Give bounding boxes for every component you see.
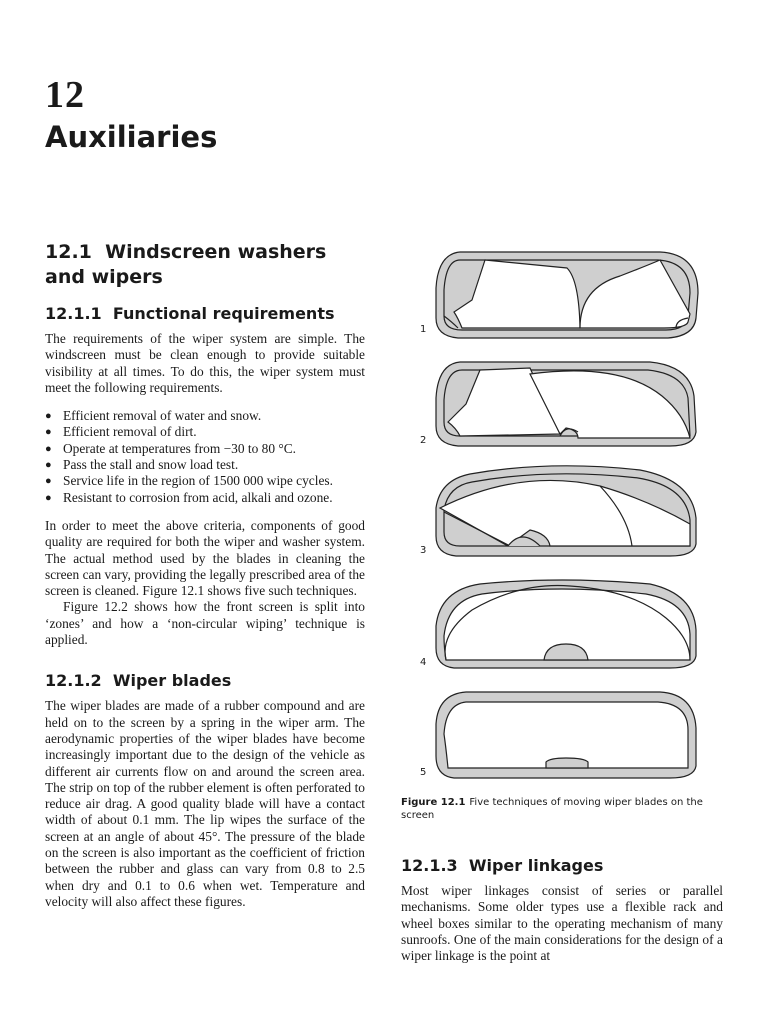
figure-caption	[401, 796, 723, 822]
paragraph-intro: The requirements of the wiper system are simple. The windscreen must be clean enough to provide suitable visibility at all times. To do this, the wiper system must meet the following requirements.	[45, 331, 365, 395]
figure-label-2: 2	[420, 435, 427, 446]
subsection-heading-wiper-linkages	[401, 855, 723, 877]
figure-label-4: 4	[420, 657, 427, 668]
subsection-number: 12.1.1	[45, 304, 102, 323]
chapter-title: Auxiliaries	[45, 120, 218, 154]
subsection-number: 12.1.2	[45, 671, 102, 691]
wiper-diagrams	[400, 248, 730, 793]
wiper-diagram-4	[436, 580, 696, 668]
wiper-techniques-figure	[400, 248, 730, 793]
requirements-list	[45, 408, 365, 506]
figure-label-3: 3	[420, 545, 427, 556]
paragraph-criteria: In order to meet the above criteria, components of good quality are required for both the wiper and washer system. The actual method used by the blades in cleaning the screen can vary, providing the legally prescribed area of the screen is cleaned. Figure 12.1 shows five such techniques.	[45, 517, 365, 599]
list-item: ● Service life in the region of 1500 000 wipe cycles.	[45, 473, 365, 489]
list-item: ● Resistant to corrosion from acid, alkali and ozone.	[45, 490, 365, 506]
figure-label-5: 5	[420, 767, 427, 778]
subsection-title: Wiper blades	[112, 671, 232, 691]
subsection-title: Functional requirements	[112, 304, 335, 323]
left-column	[45, 240, 365, 910]
wiper-diagram-1	[436, 252, 698, 338]
chapter-number: 12	[45, 74, 85, 116]
paragraph-zones: Figure 12.2 shows how the front screen is split into ‘zones’ and how a ‘non-circular wiping’ technique is applied.	[45, 599, 365, 648]
list-item: ● Efficient removal of water and snow.	[45, 408, 365, 424]
list-item: ● Efficient removal of dirt.	[45, 424, 365, 440]
list-item: ● Pass the stall and snow load test.	[45, 457, 365, 473]
figure-caption-label: Figure 12.1	[401, 797, 466, 808]
section-title: Windscreen washers and wipers	[45, 241, 327, 288]
paragraph-wiper-blades: The wiper blades are made of a rubber compound and are held on to the screen by a spring in the wiper arm. The aerodynamic properties of the wiper blades have become increasingly important due to the design of the vehicle as different air currents flow on and around the screen area. The strip on top of the rubber element is often perforated to reduce air drag. A good quality blade will have a contact width of about 0.1 mm. The lip wipes the surface of the screen at an angle of about 45°. The pressure of the blade on the screen is also important as the coefficient of friction between the rubber and glass can vary from 0.8 to 2.5 when dry and 0.1 to 0.6 when wet. Temperature and velocity will also affect these figures.	[45, 698, 365, 909]
subsection-number: 12.1.3	[401, 856, 458, 875]
wiper-diagram-2	[436, 362, 696, 446]
right-column	[401, 855, 723, 964]
subsection-heading-functional-requirements	[45, 303, 365, 325]
list-item: ● Operate at temperatures from −30 to 80 °C.	[45, 441, 365, 457]
wiper-diagram-3	[436, 466, 696, 556]
subsection-heading-wiper-blades	[45, 670, 365, 692]
section-heading	[45, 240, 365, 290]
figure-label-1: 1	[420, 324, 427, 335]
section-number: 12.1	[45, 241, 92, 263]
subsection-title: Wiper linkages	[468, 856, 604, 875]
figure-caption-text: Five techniques of moving wiper blades on the screen	[401, 797, 703, 821]
wiper-diagram-5	[436, 692, 696, 778]
paragraph-wiper-linkages: Most wiper linkages consist of series or parallel mechanisms. Some older types use a flexible rack and wheel boxes similar to the operating mechanism of many sunroofs. One of the main considerations for the design of a wiper linkage is the point at	[401, 883, 723, 964]
